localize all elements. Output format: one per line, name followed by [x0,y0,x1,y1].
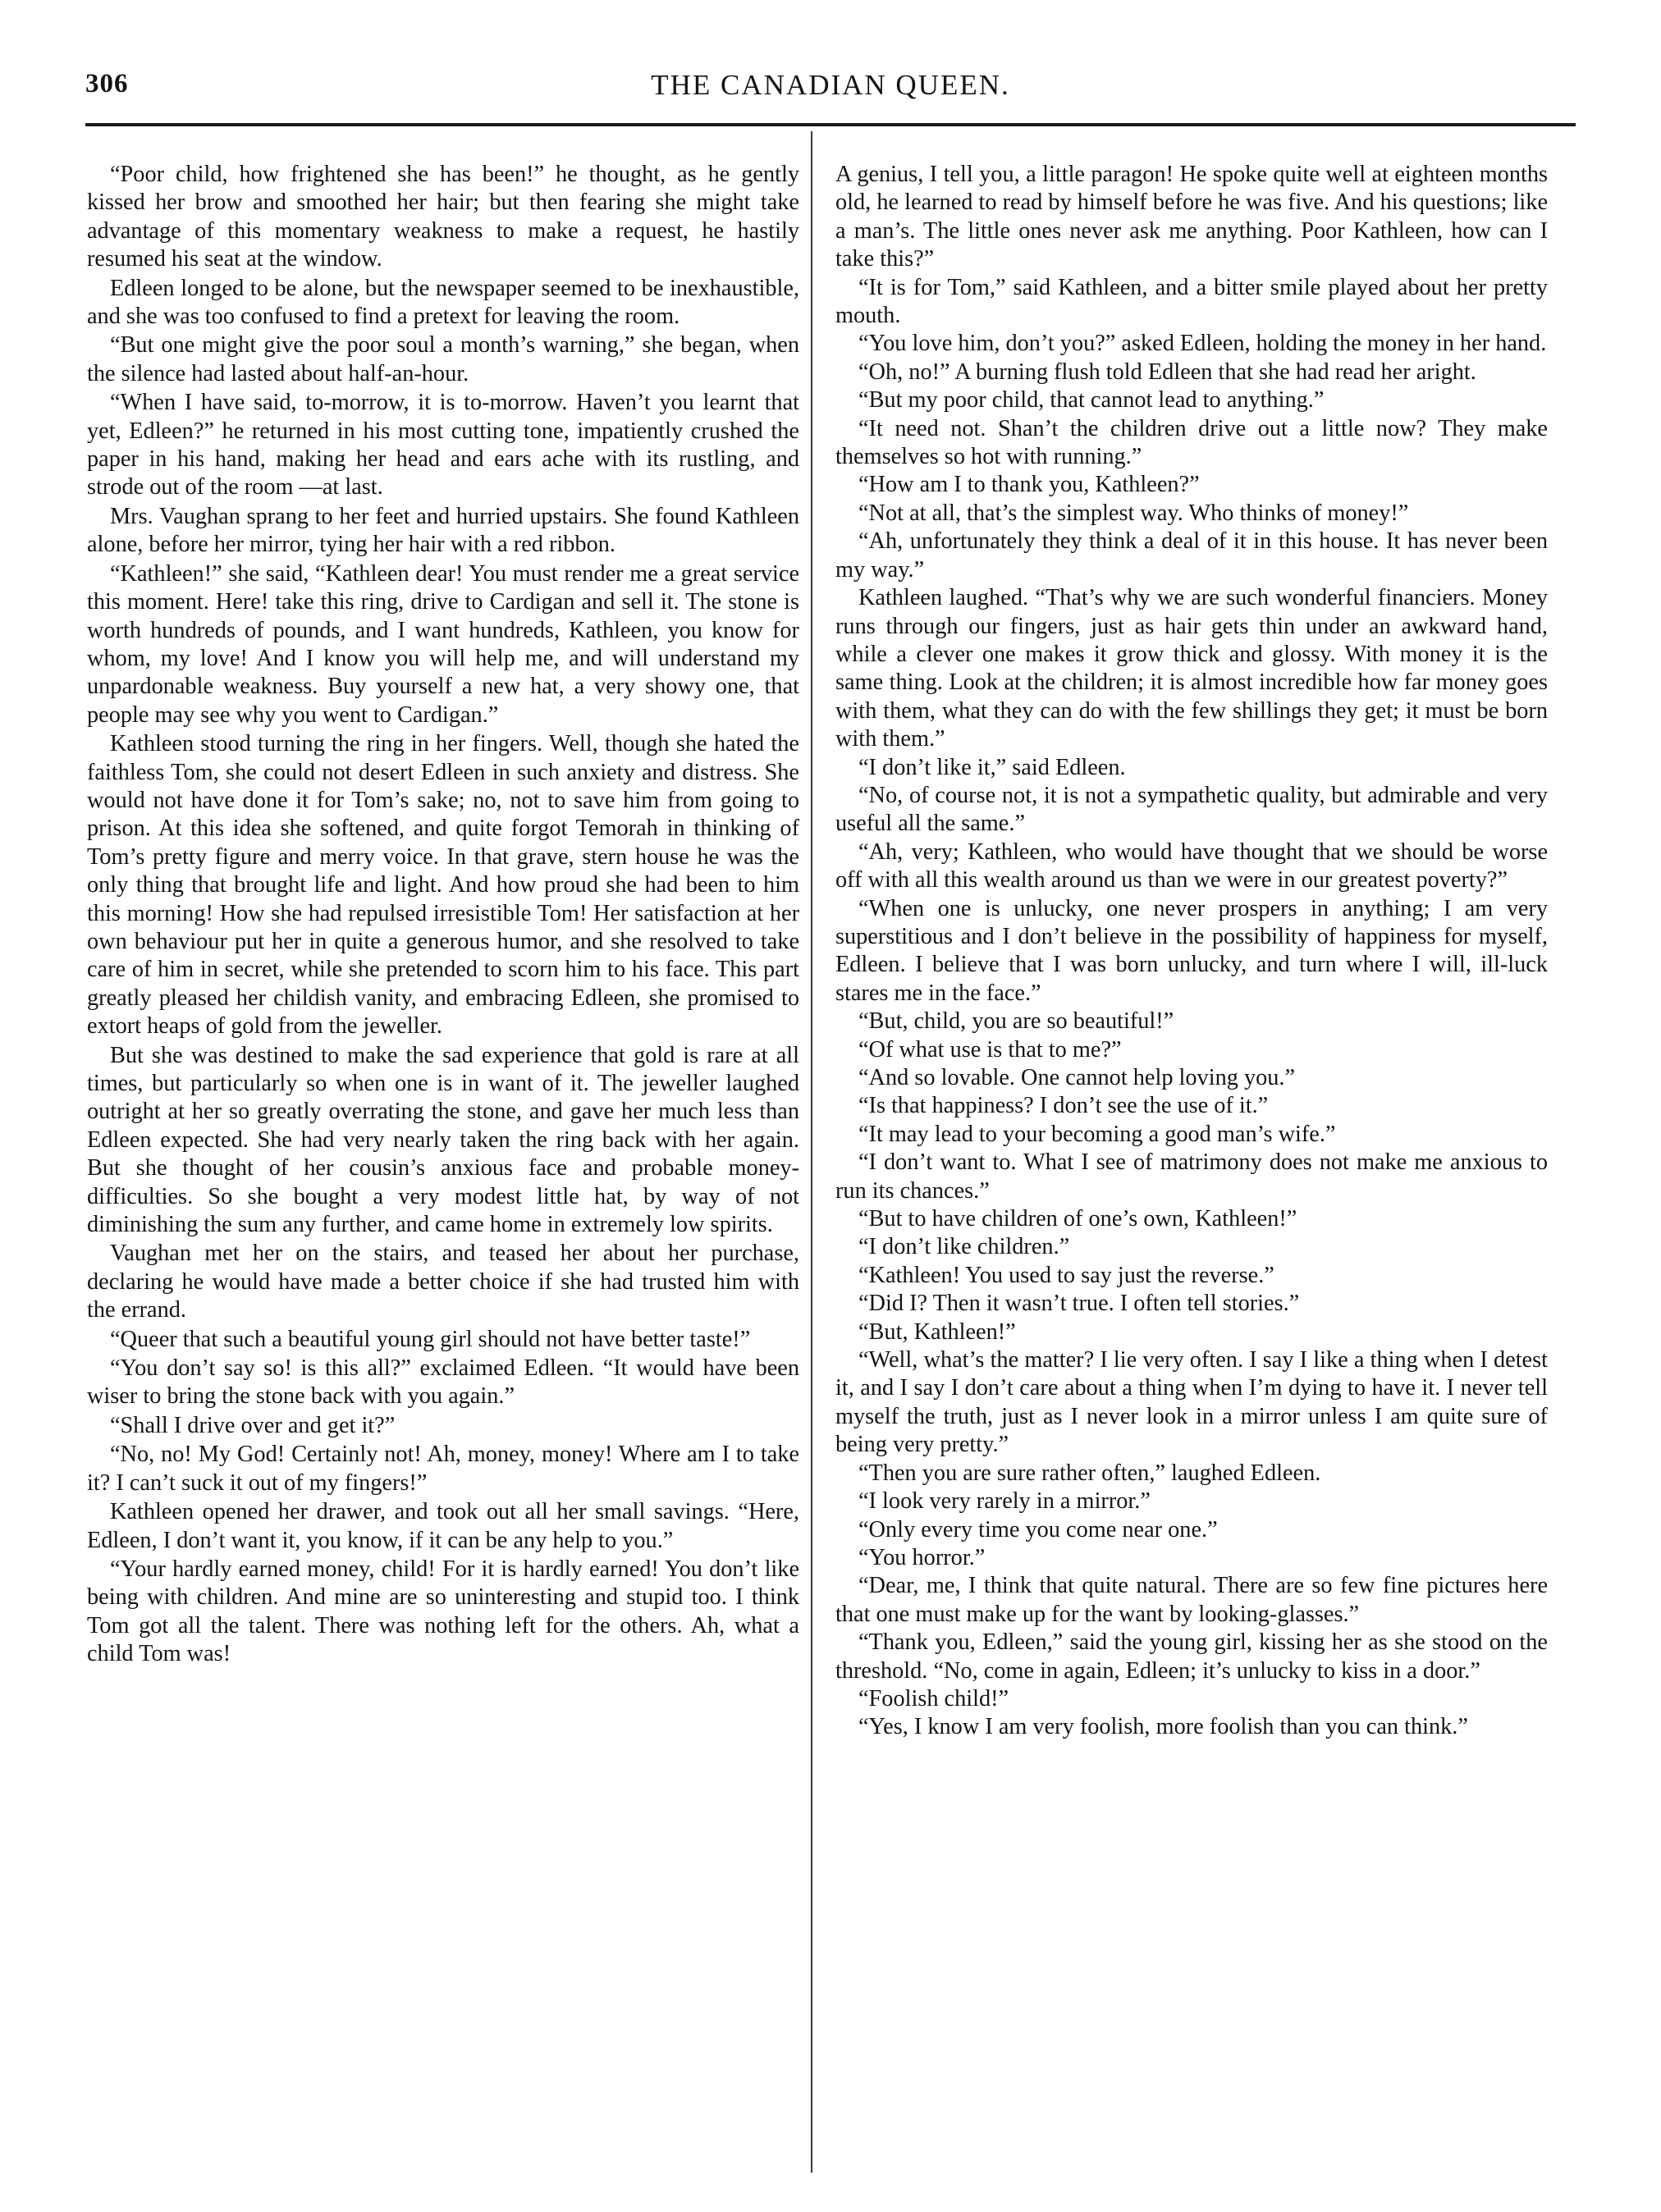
paragraph: “Thank you, Edleen,” said the young girl, kissing her as she stood on the threshold. “No, come in again, Edleen; it’s unlucky to kiss in a door.” [835,1629,1548,1684]
header-rule [85,123,1576,126]
paragraph: Edleen longed to be alone, but the newspaper seemed to be inexhaustible, and she was too confused to find a pretext for leaving the room. [87,275,799,330]
paragraph: “Shall I drive over and get it?” [110,1412,396,1438]
paragraph: “Only every time you come near one.” [858,1516,1218,1542]
paragraph: Kathleen stood turning the ring in her fingers. Well, though she hated the faithless Tom, she could not desert Edleen in such anxiety and distress. She would not have done it for Tom’s sake; no, not to save him from going to prison. At this idea she softened, and quite forgot Temorah in thinking of Tom’s pretty figure and merry voice. In that grave, stern house he was the only thing that brought life and light. And how proud she had been to him this morning! How she had repulsed irresistible Tom! Her satisfaction at her own behaviour put her in quite a generous humor, and she resolved to take care of him in secret, while she pretended to scorn him to his face. This part greatly pleased her childish vanity, and embracing Edleen, she promised to extort heaps of gold from the jeweller. [87,731,799,1040]
paragraph: “Ah, unfortunately they think a deal of it in this house. It has never been my way.” [835,528,1548,583]
paragraph: “I look very rarely in a mirror.” [858,1488,1151,1515]
paragraph: “No, no! My God! Certainly not! Ah, money, money! Where am I to take it? I can’t suck it out of my fingers!” [87,1442,799,1496]
paragraph: “You don’t say so! is this all?” exclaimed Edleen. “It would have been wiser to bring the stone back with you again.” [87,1355,799,1410]
paragraph: “Ah, very; Kathleen, who would have thought that we should be worse off with all this wealth around us than we were in our greatest poverty?” [835,839,1548,893]
paragraph: “I don’t like it,” said Edleen. [858,754,1126,780]
paragraph: Vaughan met her on the stairs, and teased her about her purchase, declaring he would have made a better choice if she had trusted him with the errand. [87,1241,799,1323]
paragraph: “But, Kathleen!” [858,1319,1016,1345]
paragraph: A genius, I tell you, a little paragon! He spoke quite well at eighteen months old, he learned to read by himself before he was five. And his questions; like a man’s. The little ones never ask me anything. Poor Kathleen, how can I take this?” [835,162,1548,272]
paragraph: “Well, what’s the matter? I lie very often. I say I like a thing when I detest it, and I say I don’t care about a thing when I’m dying to have it. I never tell myself the truth, just as I never look in a mirror unless I am quite sure of being very pretty.” [835,1347,1548,1458]
paragraph: “Yes, I know I am very foolish, more foolish than you can think.” [858,1714,1468,1740]
paragraph: “I don’t like children.” [858,1234,1070,1260]
paragraph: Mrs. Vaughan sprang to her feet and hurried upstairs. She found Kathleen alone, before her mirror, tying her hair with a red ribbon. [87,503,799,558]
paragraph: “I don’t want to. What I see of matrimony does not make me anxious to run its chances.” [835,1149,1548,1204]
paragraph: “And so lovable. One cannot help loving you.” [858,1065,1296,1090]
paragraph: Kathleen laughed. “That’s why we are such wonderful financiers. Money runs through our fingers, just as hair gets thin under an awkward hand, while a clever one makes it grow thick and glossy. With money it is the same thing. Look at the children; it is almost incredible how far money goes with them, what they can do with the few shillings they get; it must be born with them.” [835,585,1548,752]
paragraph: “Your hardly earned money, child! For it is hardly earned! You don’t like being with children. And mine are so uninteresting and stupid too. I think Tom got all the talent. There was nothing left for the others. Ah, what a child Tom was! [87,1556,799,1667]
paragraph: “But my poor child, that cannot lead to anything.” [858,387,1325,414]
paragraph: “Dear, me, I think that quite natural. There are so few fine pictures here that one must make up for the want by looking-glasses.” [835,1573,1548,1627]
paragraph: But she was destined to make the sad experience that gold is rare at all times, but particularly so when one is in want of it. The jeweller laughed outright at her so greatly overrating the stone, and gave her much less than Edleen expected. She had very nearly taken the ring back with her again. But she thought of her cousin’s anxious face and probable money-difficulties. So she bought a very modest little hat, by way of not diminishing the sum any further, and came home in extremely low spirits. [87,1042,799,1238]
column-divider [811,131,812,2173]
paragraph: “How am I to thank you, Kathleen?” [858,472,1200,498]
running-title: THE CANADIAN QUEEN. [651,69,1010,101]
paragraph: “But to have children of one’s own, Kathleen!” [858,1206,1297,1232]
paragraph: “No, of course not, it is not a sympathetic quality, but admirable and very useful all the same.” [835,782,1548,837]
paragraph: “Is that happiness? I don’t see the use of it.” [858,1093,1269,1119]
paragraph: “When I have said, to-morrow, it is to-morrow. Haven’t you learnt that yet, Edleen?” he returned in his most cutting tone, impatiently crushed the paper in his hand, making her head and ears ache with its rustling, and strode out of the room —at last. [87,390,799,500]
paragraph: “It may lead to your becoming a good man’s wife.” [858,1121,1336,1147]
paragraph: “It is for Tom,” said Kathleen, and a bitter smile played about her pretty mouth. [835,274,1548,329]
paragraph: “Oh, no!” A burning flush told Edleen that she had read her aright. [858,359,1476,385]
paragraph: “When one is unlucky, one never prospers in anything; I am very superstitious and I don’t believe in the possibility of happiness for myself, Edleen. I believe that I was born unlucky, and turn where I will, ill-luck stares me in the face.” [835,895,1548,1006]
paragraph: “Kathleen!” she said, “Kathleen dear! You must render me a great service this moment. Here! take this ring, drive to Cardigan and sell it. The stone is worth hundreds of pounds, and I want hundreds, Kathleen, you know for whom, my love! And I know you will help me, and will understand my unpardonable weakness. Buy yourself a new hat, a very showy one, that people may see why you went to Cardigan.” [87,560,799,728]
paragraph: “But, child, you are so beautiful!” [858,1008,1174,1035]
paragraph: “Poor child, how frightened she has been!” he thought, as he gently kissed her brow and smoothed her hair; but then fearing she might take advantage of this momentary weakness to make a request, he hastily resumed his seat at the window. [87,162,799,272]
paragraph: “Queer that such a beautiful young girl should not have better taste!” [110,1326,751,1352]
paragraph: “Did I? Then it wasn’t true. I often tell stories.” [858,1291,1300,1317]
paragraph: “Of what use is that to me?” [858,1036,1122,1063]
page-number: 306 [85,69,129,98]
paragraph: “It need not. Shan’t the children drive out a little now? They make themselves so hot with running.” [835,415,1548,470]
paragraph: “But one might give the poor soul a month’s warning,” she began, when the silence had lasted about half-an-hour. [87,332,799,386]
paragraph: “Then you are sure rather often,” laughed Edleen. [858,1460,1321,1486]
left-column [87,161,799,2163]
paragraph: “You horror.” [858,1544,986,1570]
page-header [85,69,1576,118]
paragraph: “Kathleen! You used to say just the reverse.” [858,1262,1274,1288]
paragraph: “Foolish child!” [858,1685,1009,1712]
paragraph: “Not at all, that’s the simplest way. Who thinks of money!” [858,500,1409,526]
paragraph: “You love him, don’t you?” asked Edleen, holding the money in her hand. [858,331,1547,357]
right-column [835,161,1548,2163]
paragraph: Kathleen opened her drawer, and took out all her small savings. “Here, Edleen, I don’t want it, you know, if it can be any help to you.” [87,1499,799,1553]
